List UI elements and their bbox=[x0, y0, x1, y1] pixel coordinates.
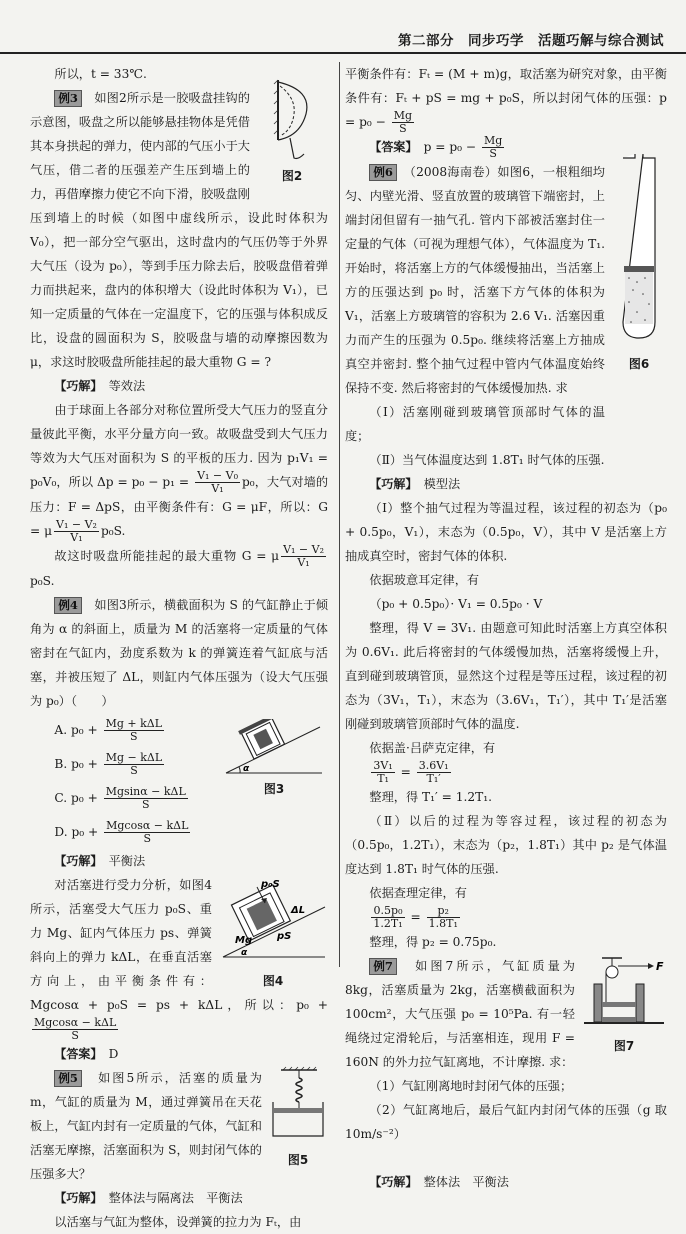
spacer bbox=[345, 1146, 667, 1170]
paragraph bbox=[345, 1098, 667, 1146]
text-run: （2008海南卷）如图6，一根粗细均匀、内壁光滑、竖直放置的玻璃管下端密封，上端封闭但留有一抽气孔. 管内下部被活塞封住一定量的气体（可视为理想气体），气体温度为 T₁. 开始时，将活塞上方的气体缓慢抽出，当活塞上方的压强达到 p₀ 时，活塞下方气体的体积为 V₁，活塞上方玻璃管的容积为 2.6 V₁. 活塞因重力而产生的压强为 0.5p₀. 继续将活塞上方抽成真空并密封. 整个抽气过程中管内气体温度始终保持不变. 然后将密封的气体缓慢加热. 求 bbox=[345, 165, 605, 395]
figure-4-caption: 图4 bbox=[262, 974, 284, 988]
example-badge: 例5 bbox=[54, 1070, 82, 1087]
text-run: 故这时吸盘所能挂起的最大重物 G = μ bbox=[54, 549, 280, 563]
text-run: D bbox=[96, 1047, 119, 1061]
paragraph bbox=[345, 616, 667, 736]
paragraph bbox=[30, 1042, 328, 1066]
figure-6-glass-tube bbox=[611, 154, 667, 436]
fraction-numerator: Mg bbox=[484, 134, 503, 147]
fraction-numerator: Mg − kΔL bbox=[105, 751, 163, 764]
text-run: 模型法 bbox=[411, 477, 461, 491]
paragraph bbox=[30, 849, 328, 873]
fraction-numerator: Mg bbox=[393, 109, 413, 122]
text-run: 如图7所示，气缸质量为 8kg，活塞质量为 2kg，活塞横截面积为 100cm²，大气压强 p₀ = 10⁵Pa. 有一轻绳绕过定滑轮后，与活塞相连，现用 F = 160N 的外力拉气缸离地，不计摩擦. 求： bbox=[345, 959, 575, 1069]
text-run: p₀S. bbox=[30, 574, 55, 588]
fraction bbox=[371, 905, 404, 930]
paragraph bbox=[30, 398, 328, 544]
fig3-angle-label: α bbox=[243, 764, 250, 774]
fraction bbox=[281, 544, 326, 569]
paragraph bbox=[345, 736, 667, 760]
fraction-numerator: 0.5p₀ bbox=[371, 905, 404, 918]
text-run: 依据查理定律，有 bbox=[369, 886, 467, 900]
fraction-denominator: S bbox=[143, 832, 152, 845]
text-run: 整理，得 T₁′ = 1.2T₁. bbox=[369, 790, 493, 804]
text-run: D. p₀ + bbox=[54, 825, 103, 839]
fig7-force-label: F bbox=[656, 960, 664, 973]
figure-3-caption: 图3 bbox=[263, 782, 285, 796]
text-run: 整体法 平衡法 bbox=[411, 1175, 509, 1189]
fraction-numerator: 3V₁ bbox=[373, 759, 393, 772]
cylinder-incline-icon bbox=[224, 719, 324, 777]
paragraph bbox=[345, 809, 667, 881]
fraction-numerator: Mgsinα − kΔL bbox=[105, 785, 186, 798]
figure-7-caption: 图7 bbox=[613, 1039, 635, 1053]
text-run: （Ⅱ）当气体温度达到 1.8T₁ 时气体的压强. bbox=[369, 453, 605, 467]
fraction-numerator: V₁ − V₂ bbox=[56, 518, 97, 531]
fraction-numerator: p₂ bbox=[427, 905, 460, 918]
fraction bbox=[54, 519, 99, 544]
answer-option bbox=[30, 815, 328, 849]
text-run: 对活塞进行受力分析，如图4所示，活塞受大气压力 p₀S、重力 Mg、缸内气体压力 ps、弹簧斜向上的弹力 kΔL，在垂直活塞方向上，由平衡条件有：Mgcosα + p₀S = ps + kΔL，所以：p₀ + bbox=[30, 878, 328, 1012]
fraction-denominator: S bbox=[130, 730, 138, 743]
paragraph bbox=[345, 905, 667, 930]
example-badge: 例4 bbox=[54, 597, 82, 614]
section-heading: 【巧解】 bbox=[54, 1191, 97, 1205]
fraction-denominator: S bbox=[399, 122, 407, 135]
fraction bbox=[104, 718, 164, 743]
text-run: 如图2所示是一胶吸盘挂钩的示意图，吸盘之所以能够悬挂物体是凭借其本身拱起的弹力，使内部的气压小于大气压，借二者的压强差产生压到墙上的力，再借摩擦力使它不向下滑，胶吸盘刚压到墙上的时候（如图中虚线所示，设此时体积为 V₀），把一部分空气驱出，这时盘内的气压仍等于外界大气压（设为 p₀），等到手压力除去后，胶吸盘借着弹力而拱起来，盘内的体积增大（设此时体积为 V₁），已知一定质量的气体在一定温度下，它的压强与体积成反比，设盘的圆面积为 S，胶吸盘与墙的动摩擦因数为 μ，求这时胶吸盘所能挂起的最大重物 G = ? bbox=[30, 91, 328, 369]
text-run: （Ⅰ）活塞刚碰到玻璃管顶部时气体的温度； bbox=[345, 405, 605, 443]
text-run: 平衡条件有：Fₜ = (M + m)g，取活塞为研究对象，由平衡条件有：Fₜ + pS = mg + p₀S，所以封闭气体的压强：p = p₀ − bbox=[345, 67, 667, 129]
section-heading: 【答案】 bbox=[54, 1047, 97, 1061]
figure-5-hanging-cylinder bbox=[268, 1066, 328, 1184]
paragraph bbox=[345, 760, 667, 785]
paragraph bbox=[345, 592, 667, 616]
paragraph bbox=[345, 472, 667, 496]
column-divider bbox=[339, 62, 340, 967]
text-run: p₀S. bbox=[100, 524, 126, 538]
text-run: 以活塞与气缸为整体，设弹簧的拉力为 Fₜ，由 bbox=[54, 1215, 302, 1229]
paragraph bbox=[345, 448, 667, 472]
text-run: 所以，t = 33℃. bbox=[54, 67, 147, 81]
fraction-numerator: 3.6V₁ bbox=[418, 759, 449, 772]
figure-4-force-analysis bbox=[218, 873, 328, 993]
figure-6-caption: 图6 bbox=[628, 357, 650, 371]
fraction bbox=[417, 760, 451, 785]
paragraph bbox=[345, 496, 667, 568]
hanging-cylinder-icon bbox=[271, 1066, 325, 1140]
fig4-delta-l-label: ΔL bbox=[291, 905, 306, 916]
paragraph bbox=[30, 544, 328, 593]
fraction bbox=[104, 820, 190, 845]
text-run: = bbox=[406, 910, 425, 924]
text-run: 整理，得 p₂ = 0.75p₀. bbox=[369, 935, 497, 949]
text-run: 平衡法 bbox=[96, 854, 146, 868]
fraction-denominator: 1.8T₁ bbox=[428, 917, 458, 930]
fraction-denominator: S bbox=[71, 1029, 79, 1042]
text-run: 依据盖·吕萨克定律，有 bbox=[369, 741, 496, 755]
fraction-denominator: S bbox=[141, 798, 150, 811]
paragraph bbox=[345, 1074, 667, 1098]
fraction bbox=[482, 135, 504, 160]
text-run: 等效法 bbox=[96, 379, 146, 393]
section-heading: 【巧解】 bbox=[369, 477, 412, 491]
text-run: 由于球面上各部分对称位置所受大气压力的竖直分量彼此平衡，水平分量方向一致。故吸盘受到大气压力等效为大气压对面积为 S 的平板的压力. 因为 p₁V₁ = p₀V₀，所以 Δp = p₀ − p₁ = bbox=[30, 403, 328, 489]
paragraph bbox=[30, 593, 328, 713]
example-badge: 例3 bbox=[54, 90, 82, 107]
text-run: B. p₀ + bbox=[54, 757, 102, 771]
text-run: C. p₀ + bbox=[54, 791, 102, 805]
text-run: p = p₀ − bbox=[411, 140, 481, 154]
paragraph bbox=[345, 930, 667, 954]
text-run: = bbox=[396, 765, 415, 779]
paragraph bbox=[345, 785, 667, 809]
fraction-denominator: V₁ bbox=[70, 531, 83, 544]
fig4-mg-label: Mg bbox=[235, 935, 253, 946]
pulley-cylinder-icon bbox=[582, 954, 666, 1028]
fraction-denominator: 1.2T₁ bbox=[373, 917, 403, 930]
text-run: （Ⅰ）整个抽气过程为等温过程，该过程的初态为（p₀ + 0.5p₀，V₁），末态为（0.5p₀，V），其中 V 是活塞上方抽成真空时，密封气体的体积. bbox=[345, 501, 667, 563]
text-run: 整体法与隔离法 平衡法 bbox=[96, 1191, 243, 1205]
figure-7-pulley-cylinder bbox=[581, 954, 667, 1058]
text-run: p₀，大气对墙的压力：F = ΔpS，由平衡条件有：G = μF，所以：G = μ bbox=[30, 475, 329, 538]
fraction bbox=[392, 110, 414, 135]
text-run: （2）气缸离地后，最后气缸内封闭气体的压强（g 取 10m/s⁻²） bbox=[345, 1103, 667, 1141]
fraction-denominator: S bbox=[130, 764, 138, 777]
page-header bbox=[0, 0, 686, 54]
figure-2-caption: 图2 bbox=[281, 169, 303, 183]
fig4-ps-label: pS bbox=[277, 931, 292, 942]
suction-cup-hook-icon bbox=[272, 78, 312, 164]
section-heading: 【答案】 bbox=[369, 140, 412, 154]
text-run: 整理，得 V = 3V₁. 由题意可知此时活塞上方真空体积为 0.6V₁. 此后将密封的气体缓慢加热，活塞将缓慢上升，直到碰到玻璃管顶，显然这个过程是等压过程，该过程的初态为（3V₁，T₁），末态为（3.6V₁，T₁′），其中 T₁′是活塞刚碰到玻璃管顶部时气体的温度. bbox=[345, 621, 667, 731]
section-heading: 【巧解】 bbox=[369, 1175, 412, 1189]
figure-3-cylinder-on-incline bbox=[220, 719, 328, 799]
text-run: （p₀ + 0.5p₀）· V₁ = 0.5p₀ · V bbox=[369, 597, 543, 611]
fraction-numerator: V₁ − V₂ bbox=[283, 543, 324, 556]
fraction bbox=[104, 786, 188, 811]
paragraph bbox=[345, 881, 667, 905]
example-badge: 例6 bbox=[369, 164, 397, 181]
paragraph bbox=[345, 568, 667, 592]
fraction-denominator: T₁′ bbox=[426, 772, 441, 785]
figure-5-caption: 图5 bbox=[287, 1153, 309, 1167]
fraction-denominator: T₁ bbox=[377, 772, 389, 785]
text-run: A. p₀ + bbox=[54, 723, 102, 737]
figure-2-suction-cup bbox=[256, 78, 328, 190]
fraction-denominator: V₁ bbox=[297, 556, 310, 569]
fraction-numerator: Mgcosα − kΔL bbox=[34, 1016, 117, 1029]
fraction bbox=[427, 905, 460, 930]
text-run: 如图5所示，活塞的质量为 m，气缸的质量为 M，通过弹簧吊在天花板上，气缸内封有一定质量的气体，气缸和活塞无摩擦，活塞面积为 S，则封闭气体的压强多大？ bbox=[30, 1071, 262, 1181]
text-run: （1）气缸刚离地时封闭气体的压强； bbox=[369, 1079, 573, 1093]
text-run: 如图3所示，横截面积为 S 的气缸静止于倾角为 α 的斜面上，质量为 M 的活塞将一定质量的气体密封在气缸内，劲度系数为 k 的弹簧连着气缸底与活塞，并被压短了 ΔL，则缸内气体压强为（设大气压强为 p₀）（ ） bbox=[30, 598, 328, 708]
fraction bbox=[371, 760, 394, 785]
fraction-denominator: S bbox=[489, 147, 497, 160]
fig4-p0s-label: p₀S bbox=[261, 879, 280, 890]
fraction-numerator: Mgcosα − kΔL bbox=[106, 819, 189, 832]
paragraph bbox=[30, 374, 328, 398]
fraction bbox=[195, 470, 240, 495]
paragraph bbox=[30, 1186, 328, 1210]
fraction bbox=[104, 752, 164, 777]
force-diagram-icon bbox=[219, 873, 327, 963]
paragraph bbox=[30, 1210, 328, 1234]
left-column bbox=[30, 62, 328, 1234]
paragraph bbox=[345, 62, 667, 135]
fraction-denominator: V₁ bbox=[211, 482, 224, 495]
text-run: 依据玻意耳定律，有 bbox=[369, 573, 480, 587]
fraction-numerator: Mg + kΔL bbox=[105, 717, 163, 730]
running-header-title: 第二部分 同步巧学 活题巧解与综合测试 bbox=[398, 33, 664, 49]
right-column bbox=[345, 62, 667, 1194]
fig4-angle-label: α bbox=[241, 948, 248, 958]
text-run: （Ⅱ）以后的过程为等容过程，该过程的初态为（0.5p₀，1.2T₁），末态为（p₂，1.8T₁）其中 p₂ 是气体温度达到 1.8T₁ 时气体的压强. bbox=[345, 814, 667, 876]
glass-tube-icon bbox=[619, 154, 659, 340]
section-heading: 【巧解】 bbox=[54, 854, 97, 868]
example-badge: 例7 bbox=[369, 958, 397, 975]
fraction-numerator: V₁ − V₀ bbox=[197, 469, 238, 482]
fraction bbox=[32, 1017, 118, 1042]
paragraph bbox=[345, 1170, 667, 1194]
section-heading: 【巧解】 bbox=[54, 379, 97, 393]
